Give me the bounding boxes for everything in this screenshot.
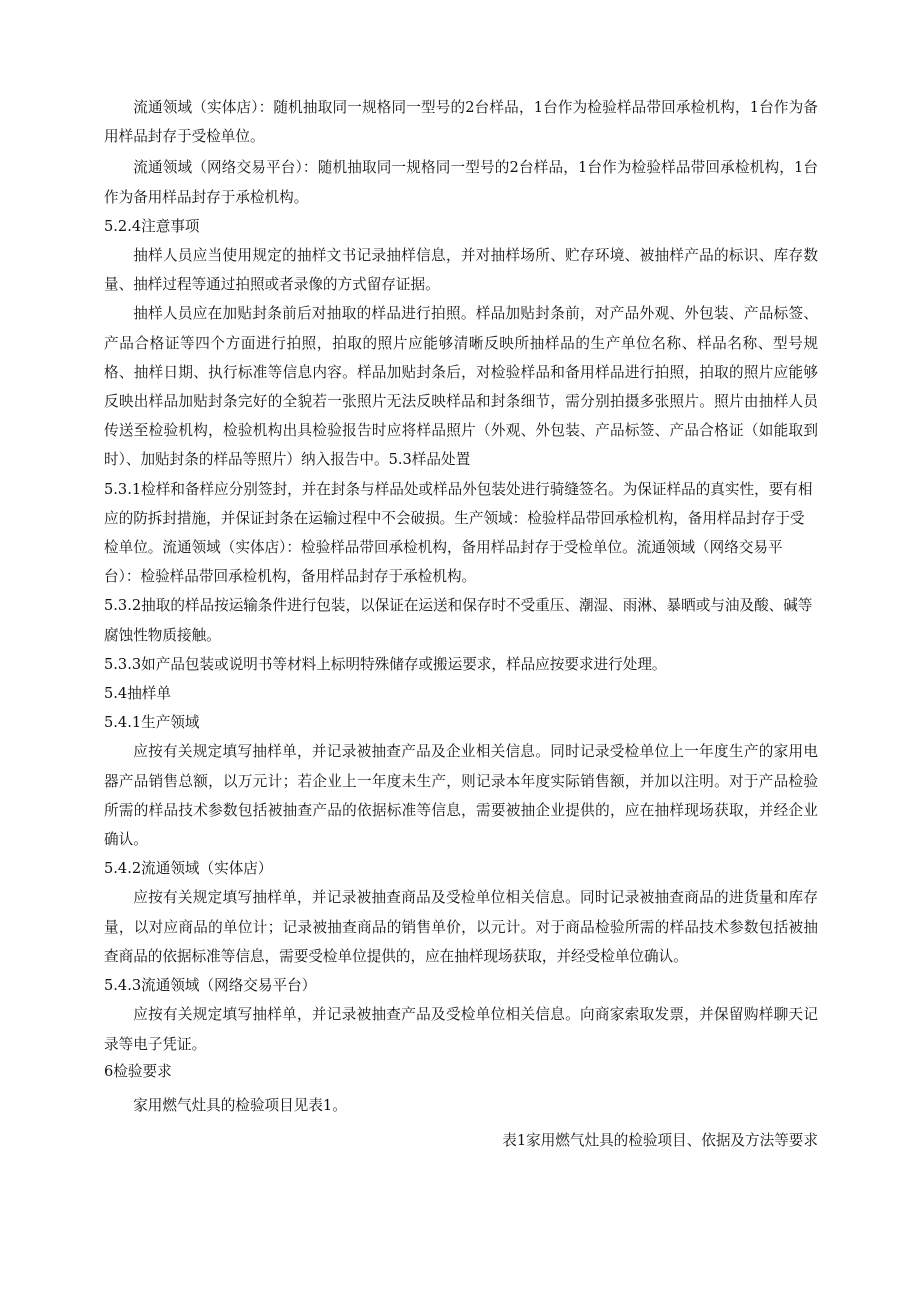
paragraph-5-3-2: 5.3.2抽取的样品按运输条件进行包装，以保证在运送和保存时不受重压、潮湿、雨淋、暴晒或与油及酸、碱等腐蚀性物质接触。	[104, 597, 813, 644]
paragraph-5-3-1: 5.3.1检样和备样应分别签封，并在封条与样品处或样品外包装处进行骑缝签名。为保证样品的真实性，要有相应的防拆封措施，并保证封条在运输过程中不会破损。生产领域：检验样品带回承检机构，备用样品封存于受检单位。流通领域（实体店）：检验样品带回承检机构，备用样品封存于受检单位。流通领域（网络交易平台）：检验样品带回承检机构，备用样品封存于承检机构。	[104, 480, 813, 586]
paragraph-retail-form: 应按有关规定填写抽样单，并记录被抽查商品及受检单位相关信息。同时记录被抽查商品的进货量和库存量，以对应商品的单位计；记录被抽查商品的销售单价，以元计。对于商品检验所需的样品技术参数包括被抽查商品的依据标准等信息，需要受检单位提供的，应在抽样现场获取，并经受检单位确认。	[104, 889, 818, 965]
table-caption: 表1家用燃气灶具的检验项目、依据及方法等要求	[502, 1131, 818, 1149]
paragraph-online-sampling: 流通领域（网络交易平台）：随机抽取同一规格同一型号的2台样品，1台作为检验样品带回承检机构，1台作为备用样品封存于承检机构。	[104, 159, 818, 206]
paragraph-5-3-3: 5.3.3如产品包装或说明书等材料上标明特殊储存或搬运要求，样品应按要求进行处理。	[104, 655, 667, 673]
paragraph-online-form: 应按有关规定填写抽样单，并记录被抽查产品及受检单位相关信息。向商家索取发票，并保留购样聊天记录等电子凭证。	[104, 1006, 818, 1053]
paragraph-photographing: 抽样人员应在加贴封条前后对抽取的样品进行拍照。样品加贴封条前，对产品外观、外包装、产品标签、产品合格证等四个方面进行拍照，拍取的照片应能够清晰反映所抽样品的生产单位名称、样品名称、型号规格、抽样日期、执行标准等信息内容。样品加贴封条后，对检验样品和备用样品进行拍照，拍取的照片应能够反映出样品加贴封条完好的全貌若一张照片无法反映样品和封条细节，需分别拍摄多张照片。照片由抽样人员传送至检验机构，检验机构出具检验报告时应将样品照片（外观、外包装、产品标签、产品合格证（如能取到时）、加贴封条的样品等照片）纳入报告中。5.3样品处置	[104, 305, 818, 469]
heading-5-4-3: 5.4.3流通领域（网络交易平台）	[104, 977, 317, 995]
document-body	[104, 93, 818, 1155]
heading-5-4: 5.4抽样单	[104, 685, 171, 703]
paragraph-retail-sampling: 流通领域（实体店）：随机抽取同一规格同一型号的2台样品，1台作为检验样品带回承检机构，1台作为备用样品封存于受检单位。	[104, 99, 818, 146]
paragraph-inspection-items: 家用燃气灶具的检验项目见表1。	[133, 1096, 347, 1114]
heading-5-2-4: 5.2.4注意事项	[104, 217, 200, 235]
paragraph-production-form: 应按有关规定填写抽样单，并记录被抽查产品及企业相关信息。同时记录受检单位上一年度生产的家用电器产品销售总额，以万元计；若企业上一年度未生产，则记录本年度实际销售额，并加以注明。对于产品检验所需的样品技术参数包括被抽查产品的依据标准等信息，需要被抽企业提供的，应在抽样现场获取，并经企业确认。	[104, 743, 818, 849]
heading-5-4-2: 5.4.2流通领域（实体店）	[104, 860, 273, 878]
heading-6: 6检验要求	[104, 1062, 172, 1080]
paragraph-sampling-records: 抽样人员应当使用规定的抽样文书记录抽样信息，并对抽样场所、贮存环境、被抽样产品的标识、库存数量、抽样过程等通过拍照或者录像的方式留存证据。	[104, 247, 818, 294]
heading-5-4-1: 5.4.1生产领域	[104, 714, 200, 732]
